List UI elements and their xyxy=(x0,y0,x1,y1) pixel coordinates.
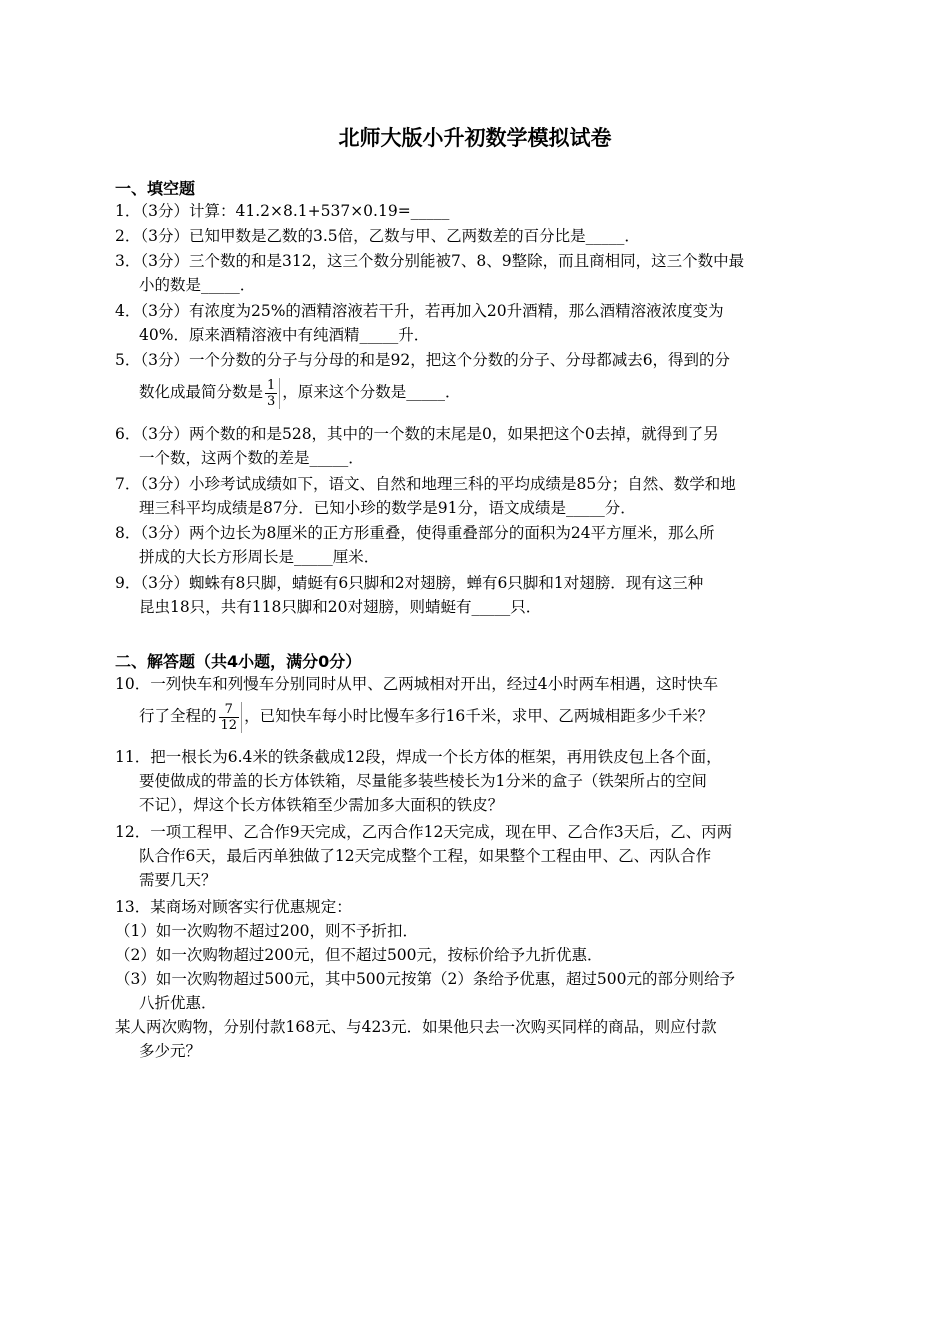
question-1 xyxy=(115,199,837,223)
question-11-line-2: 要使做成的带盖的长方体铁箱，尽量能多装些棱长为1分米的盒子（铁架所占的空间 xyxy=(139,772,707,790)
question-6 xyxy=(115,422,837,470)
question-8-line-1: 8．（3分）两个边长为8厘米的正方形重叠，使得重叠部分的面积为24平方厘米，那么所 xyxy=(115,524,715,542)
question-11 xyxy=(115,745,837,817)
fraction-denominator: 12 xyxy=(220,717,238,733)
question-12 xyxy=(115,820,837,892)
fraction-one-third xyxy=(265,378,280,409)
question-5-line-2-pre: 数化成最简分数是 xyxy=(139,383,264,401)
question-2 xyxy=(115,224,837,248)
question-12-line-3: 需要几天？ xyxy=(139,871,217,889)
question-13-problem-cont: 多少元？ xyxy=(139,1042,202,1060)
question-13-rule-2: （2）如一次购物超过200元，但不超过500元，按标价给予九折优惠． xyxy=(115,946,603,964)
fraction-seven-twelfths xyxy=(219,702,243,733)
question-11-line-3: 不记），焊这个长方体铁箱至少需加多大面积的铁皮？ xyxy=(139,796,504,814)
question-13-line-1: 13．某商场对顾客实行优惠规定： xyxy=(115,898,352,916)
question-7-line-1: 7．（3分）小珍考试成绩如下，语文、自然和地理三科的平均成绩是85分；自然、数学和地 xyxy=(115,475,736,493)
question-8-line-2: 拼成的大长方形周长是_____厘米． xyxy=(139,548,380,566)
question-13-rule-3-cont: 八折优惠． xyxy=(139,994,217,1012)
question-12-line-1: 12．一项工程甲、乙合作9天完成，乙丙合作12天完成，现在甲、乙合作3天后，乙、丙两 xyxy=(115,823,733,841)
question-9-line-2: 昆虫18只，共有118只脚和20对翅膀，则蜻蜓有_____只． xyxy=(139,598,542,616)
question-3-line-2: 小的数是_____． xyxy=(139,276,256,294)
question-6-line-1: 6．（3分）两个数的和是528，其中的一个数的末尾是0，如果把这个0去掉，就得到了另 xyxy=(115,425,719,443)
question-11-line-1: 11．把一根长为6.4米的铁条截成12段，焊成一个长方体的框架，再用铁皮包上各个面， xyxy=(115,748,722,766)
question-7-line-2: 理三科平均成绩是87分．已知小珍的数学是91分，语文成绩是_____分． xyxy=(139,499,636,517)
question-13-rule-1: （1）如一次购物不超过200，则不予折扣． xyxy=(115,922,418,940)
question-4 xyxy=(115,299,837,347)
section-fill-blank-heading: 一、填空题 xyxy=(115,179,196,198)
question-10-line-1: 10．一列快车和列慢车分别同时从甲、乙两城相对开出，经过4小时两车相遇，这时快车 xyxy=(115,675,719,693)
question-4-line-2: 40%．原来酒精溶液中有纯酒精_____升． xyxy=(139,326,430,344)
question-5 xyxy=(115,348,837,412)
question-3 xyxy=(115,249,837,297)
question-9-line-1: 9．（3分）蜘蛛有8只脚，蜻蜓有6只脚和2对翅膀，蝉有6只脚和1对翅膀．现有这三种 xyxy=(115,574,704,592)
question-5-line-1: 5．（3分）一个分数的分子与分母的和是92，把这个分数的分子、分母都减去6，得到的分 xyxy=(115,351,731,369)
question-10-line-2-post: ，已知快车每小时比慢车多行16千米，求甲、乙两城相距多少千米？ xyxy=(244,707,714,725)
fraction-denominator: 3 xyxy=(267,393,276,409)
question-5-line-2-post: ，原来这个分数是_____． xyxy=(282,383,461,401)
question-2-text: 2．（3分）已知甲数是乙数的3.5倍，乙数与甲、乙两数差的百分比是_____． xyxy=(115,227,640,245)
question-1-text: 1．（3分）计算：41.2×8.1+537×0.19=_____ xyxy=(115,202,450,220)
question-13-rule-3: （3）如一次购物超过500元，其中500元按第（2）条给予优惠，超过500元的部分则给予 xyxy=(115,970,735,988)
fraction-numerator: 1 xyxy=(267,377,276,393)
page-title: 北师大版小升初数学模拟试卷 xyxy=(338,126,612,150)
question-10-line-2-pre: 行了全程的 xyxy=(139,707,217,725)
question-4-line-1: 4．（3分）有浓度为25%的酒精溶液若干升，若再加入20升酒精，那么酒精溶液浓度变为 xyxy=(115,302,724,320)
question-3-line-1: 3．（3分）三个数的和是312，这三个数分别能被7、8、9整除，而且商相同，这三个数中最 xyxy=(115,252,745,270)
question-6-line-2: 一个数，这两个数的差是_____． xyxy=(139,449,364,467)
question-8 xyxy=(115,521,837,569)
question-13 xyxy=(115,895,837,1063)
question-5-line-2 xyxy=(115,372,837,412)
question-10-line-2 xyxy=(115,696,837,736)
question-13-problem: 某人两次购物，分别付款168元、与423元．如果他只去一次购买同样的商品，则应付款 xyxy=(115,1018,717,1036)
fraction-numerator: 7 xyxy=(219,702,240,718)
section-answer-heading: 二、解答题（共4小题，满分0分） xyxy=(115,652,362,671)
question-9 xyxy=(115,571,837,619)
question-10 xyxy=(115,672,837,736)
question-12-line-2: 队合作6天，最后丙单独做了12天完成整个工程，如果整个工程由甲、乙、丙队合作 xyxy=(139,847,712,865)
question-7 xyxy=(115,472,837,520)
